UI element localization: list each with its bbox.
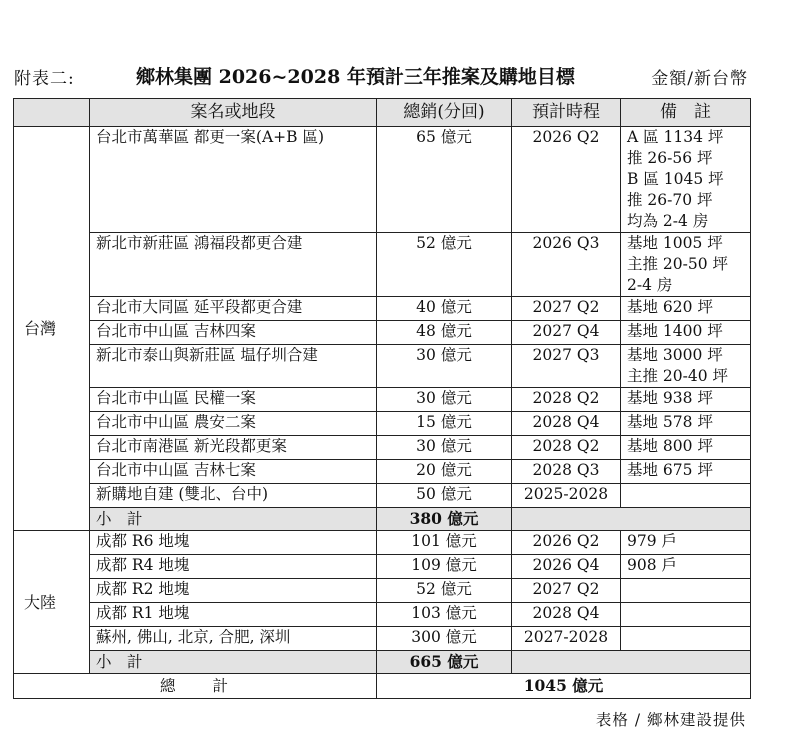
project-name-cell: 台北市大同區 延平段都更合建 [90,297,377,321]
project-name-cell: 台北市南港區 新光段都更案 [90,436,377,460]
table-row [14,627,751,651]
notes-cell [621,297,751,321]
subtotal-amount: 665 億元 [377,651,512,674]
total-sales-cell: 30 億元 [377,388,512,412]
note-line: 主推 20-40 坪 [627,367,729,385]
project-name-cell: 蘇州, 佛山, 北京, 合肥, 深圳 [90,627,377,651]
table-row [14,603,751,627]
table-header-row [14,99,751,127]
total-sales-cell: 30 億元 [377,436,512,460]
note-line: 主推 20-50 坪 [627,255,729,273]
table-row [14,345,751,388]
notes-cell [621,531,751,555]
project-name-cell: 台北市中山區 吉林七案 [90,460,377,484]
note-line: 基地 1400 坪 [627,322,723,340]
grand-total-row [14,674,751,699]
table-row [14,233,751,297]
total-sales-cell: 20 億元 [377,460,512,484]
notes-cell [621,388,751,412]
region-label: 台灣 [14,127,90,531]
notes-cell [621,345,751,388]
schedule-cell: 2026 Q2 [512,127,621,233]
note-line: 基地 1005 坪 [627,234,723,252]
note-line: 基地 578 坪 [627,413,713,431]
table-row [14,460,751,484]
notes-cell [621,579,751,603]
table-row [14,531,751,555]
grand-total-label: 總 計 [14,674,377,699]
note-line: 基地 800 坪 [627,437,713,455]
subtotal-row [14,651,751,674]
total-sales-cell: 52 億元 [377,579,512,603]
schedule-cell: 2028 Q4 [512,412,621,436]
project-name-cell: 台北市中山區 吉林四案 [90,321,377,345]
note-line: 979 戶 [627,532,678,550]
total-sales-cell: 65 億元 [377,127,512,233]
notes-cell [621,321,751,345]
schedule-cell: 2027 Q4 [512,321,621,345]
note-line: 2-4 房 [627,276,673,294]
header-project-name: 案名或地段 [90,99,377,127]
table-row [14,321,751,345]
table-row [14,297,751,321]
notes-cell [621,603,751,627]
total-sales-cell: 50 億元 [377,484,512,508]
subtotal-empty-cell [512,508,751,531]
project-name-cell: 台北市中山區 農安二案 [90,412,377,436]
schedule-cell: 2027 Q2 [512,297,621,321]
total-sales-cell: 48 億元 [377,321,512,345]
note-line: 推 26-70 坪 [627,191,713,209]
schedule-cell: 2026 Q4 [512,555,621,579]
project-name-cell: 台北市中山區 民權一案 [90,388,377,412]
source-credit: 表格 / 鄉林建設提供 [595,711,746,729]
notes-cell [621,127,751,233]
schedule-cell: 2028 Q3 [512,460,621,484]
total-sales-cell: 15 億元 [377,412,512,436]
subtotal-row [14,508,751,531]
note-line: B 區 1045 坪 [627,170,724,188]
schedule-cell: 2028 Q2 [512,388,621,412]
note-line: 推 26-56 坪 [627,149,713,167]
total-sales-cell: 109 億元 [377,555,512,579]
note-line: 基地 675 坪 [627,461,713,479]
schedule-cell: 2028 Q2 [512,436,621,460]
note-line: A 區 1134 坪 [627,128,724,146]
notes-cell [621,233,751,297]
project-name-cell: 成都 R6 地塊 [90,531,377,555]
notes-cell [621,460,751,484]
note-line: 基地 620 坪 [627,298,713,316]
table-body [14,127,751,699]
subtotal-amount: 380 億元 [377,508,512,531]
project-name-cell: 成都 R4 地塊 [90,555,377,579]
notes-cell [621,412,751,436]
table-row [14,579,751,603]
project-table [13,98,751,699]
schedule-cell: 2028 Q4 [512,603,621,627]
total-sales-cell: 300 億元 [377,627,512,651]
table-row [14,127,751,233]
project-name-cell: 新購地自建 (雙北、台中) [90,484,377,508]
schedule-cell: 2026 Q3 [512,233,621,297]
region-label: 大陸 [14,531,90,674]
table-row [14,555,751,579]
project-name-cell: 成都 R2 地塊 [90,579,377,603]
subtotal-label: 小 計 [90,651,377,674]
notes-cell [621,484,751,508]
table-row [14,388,751,412]
header-schedule: 預計時程 [512,99,621,127]
schedule-cell: 2027-2028 [512,627,621,651]
subtotal-empty-cell [512,651,751,674]
total-sales-cell: 30 億元 [377,345,512,388]
project-name-cell: 新北市泰山與新莊區 塭仔圳合建 [90,345,377,388]
project-name-cell: 成都 R1 地塊 [90,603,377,627]
table-row [14,484,751,508]
grand-total-amount: 1045 億元 [377,674,751,699]
total-sales-cell: 52 億元 [377,233,512,297]
table-row [14,412,751,436]
appendix-label: 附表二: [14,69,75,89]
note-line: 基地 3000 坪 [627,346,723,364]
project-name-cell: 台北市萬華區 都更一案(A+B 區) [90,127,377,233]
total-sales-cell: 40 億元 [377,297,512,321]
schedule-cell: 2025-2028 [512,484,621,508]
page-title: 鄉林集團 2026~2028 年預計三年推案及購地目標 [136,66,575,88]
subtotal-label: 小 計 [90,508,377,531]
note-line: 均為 2-4 房 [627,212,709,230]
note-line: 基地 938 坪 [627,389,713,407]
project-name-cell: 新北市新莊區 鴻福段都更合建 [90,233,377,297]
schedule-cell: 2027 Q2 [512,579,621,603]
currency-note: 金額/新台幣 [651,69,748,89]
title-row [14,62,754,88]
header-region [14,99,90,127]
note-line: 908 戶 [627,556,678,574]
schedule-cell: 2026 Q2 [512,531,621,555]
header-notes: 備 註 [621,99,751,127]
notes-cell [621,555,751,579]
notes-cell [621,436,751,460]
header-total-sales: 總銷(分回) [377,99,512,127]
notes-cell [621,627,751,651]
schedule-cell: 2027 Q3 [512,345,621,388]
total-sales-cell: 103 億元 [377,603,512,627]
total-sales-cell: 101 億元 [377,531,512,555]
table-row [14,436,751,460]
